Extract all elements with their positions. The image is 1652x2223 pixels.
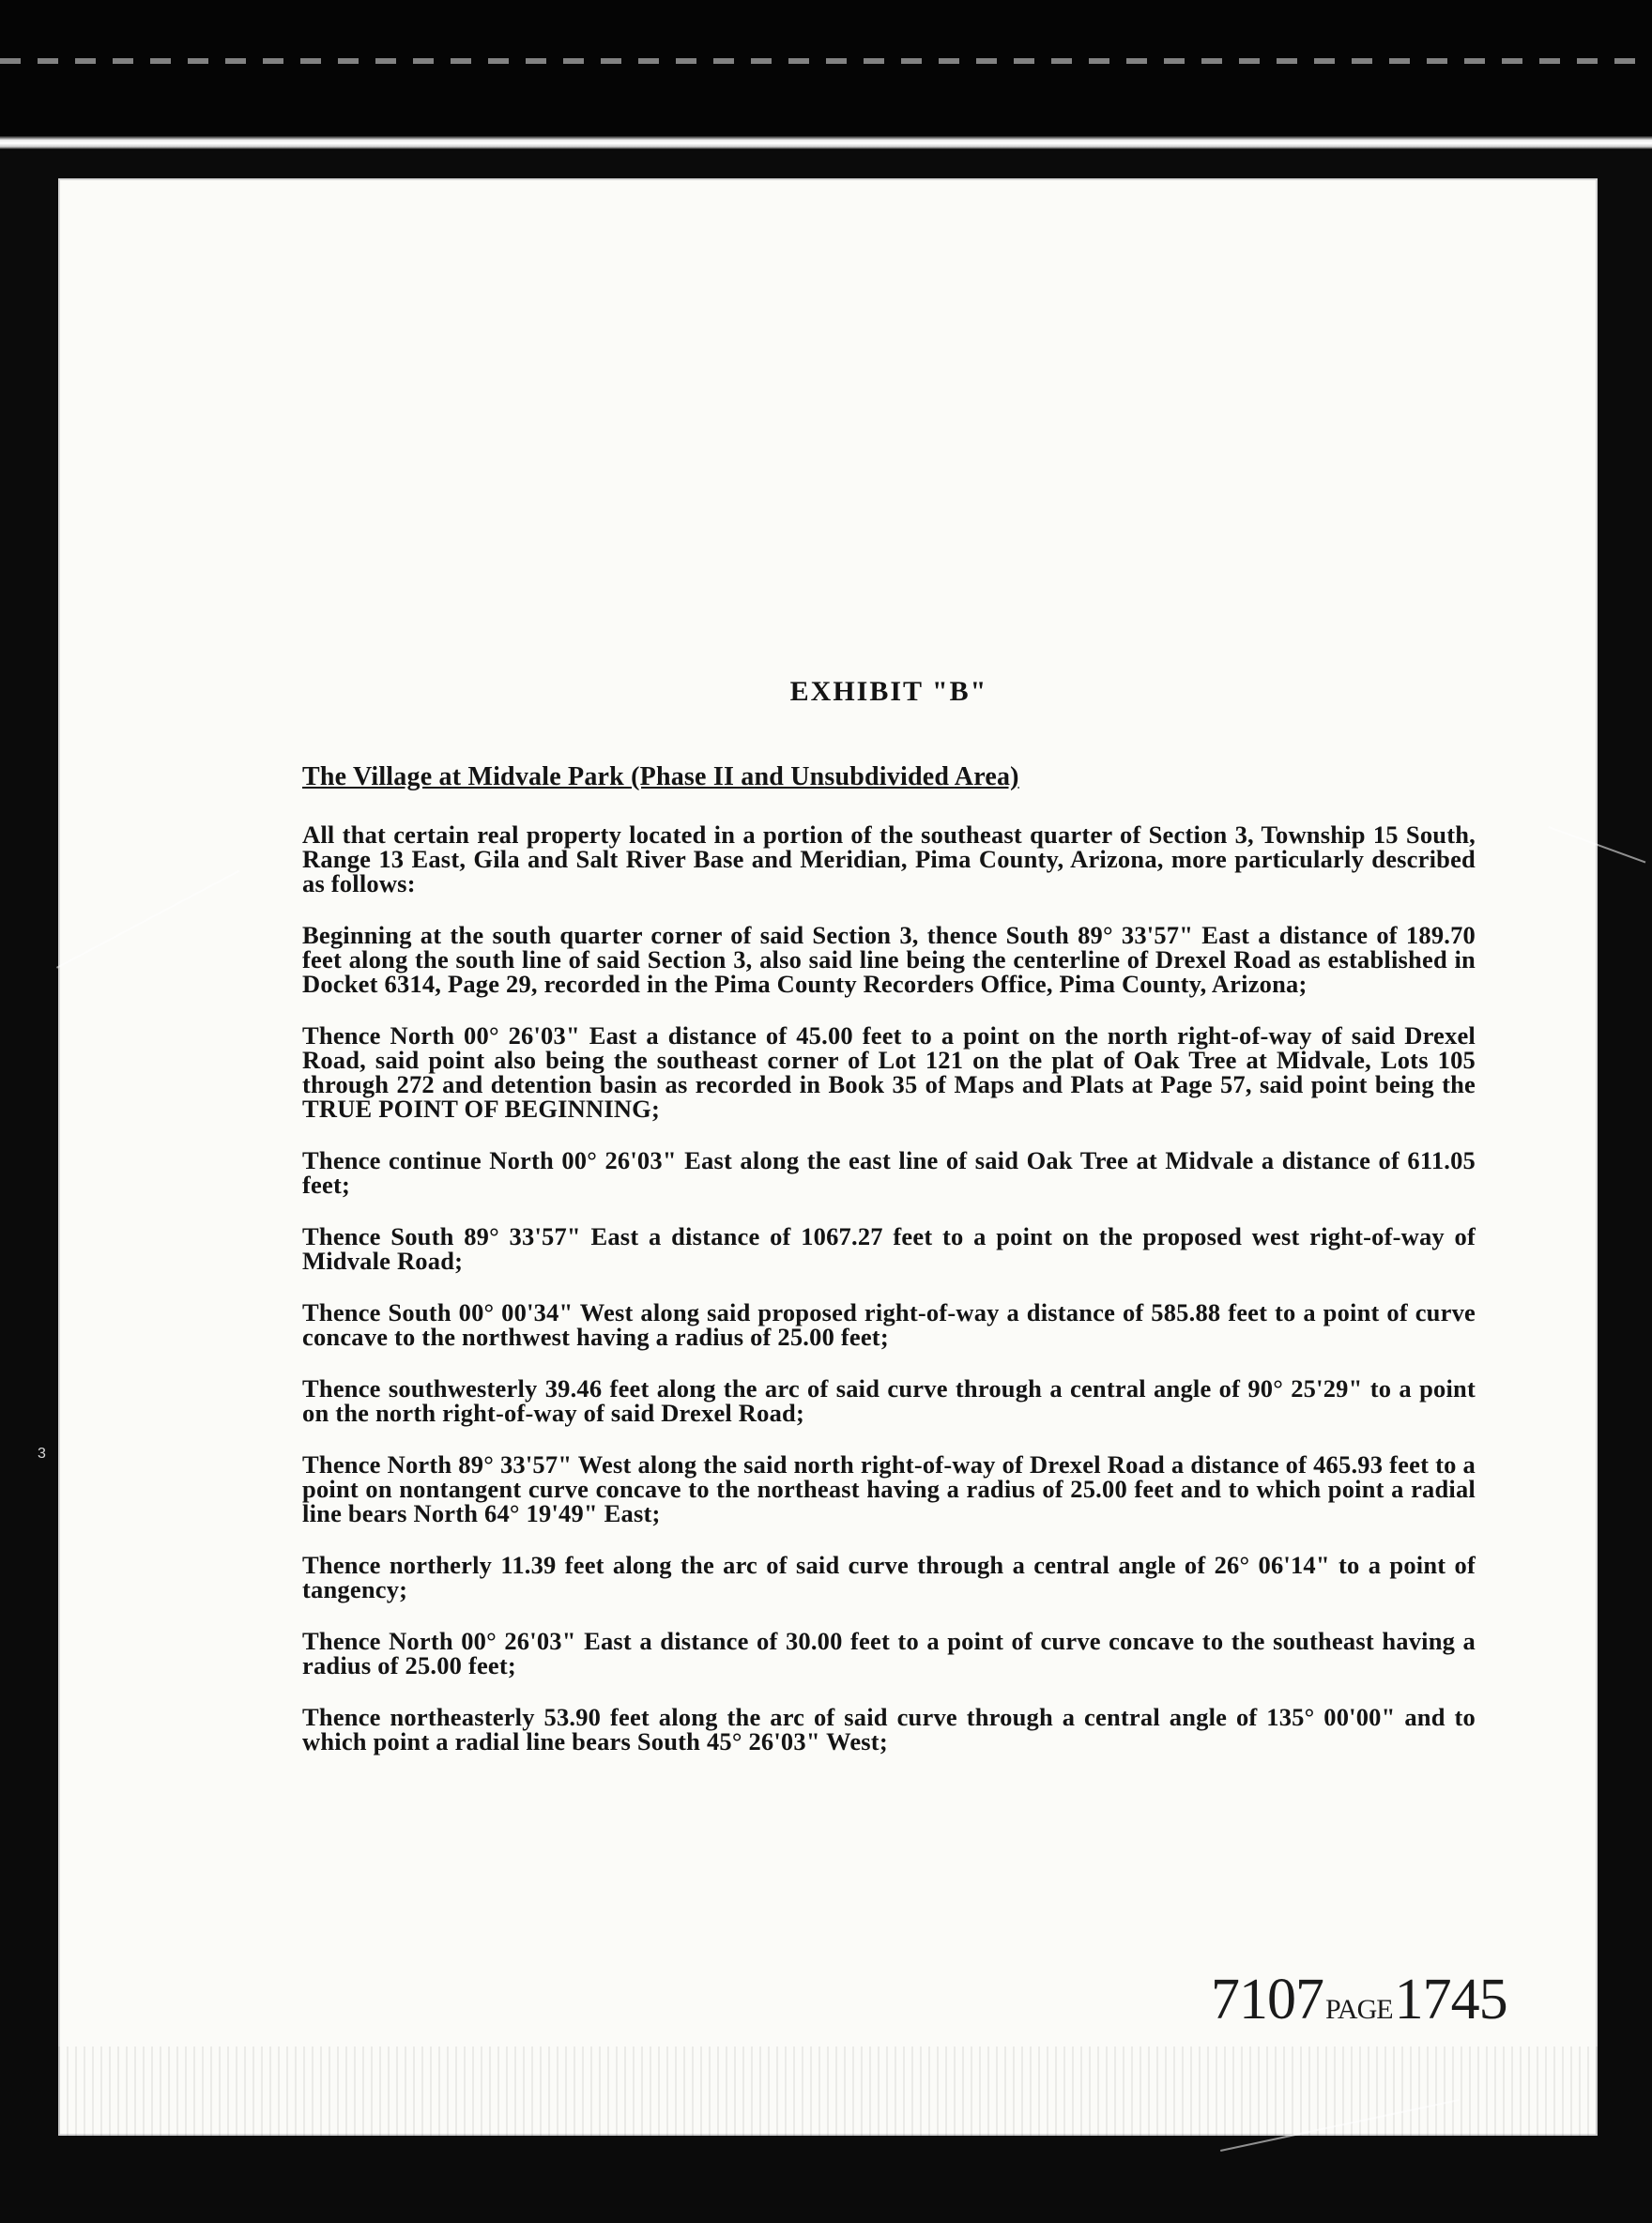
- paragraph-course: Thence North 00° 26'03" East a distance of 30.00 feet to a point of curve concave to the southeast having a radius of 25.00 feet;: [302, 1627, 1476, 1679]
- scan-noise: [58, 2047, 1598, 2136]
- paragraph-course: Thence northerly 11.39 feet along the arc of said curve through a central angle of 26° 06'14" to a point of tangency;: [302, 1551, 1476, 1603]
- page-number: 1745: [1394, 1968, 1507, 2031]
- exhibit-title: EXHIBIT "B": [789, 676, 988, 707]
- paragraph-intro: All that certain real property located in a portion of the southeast quarter of Section 3, Township 15 South, Range 13 East, Gila and Salt River Base and Meridian, Pima County, Arizona, more particularly described as follows:: [302, 820, 1476, 897]
- recording-reference: [1211, 1967, 1507, 2033]
- paragraph-course: Thence North 89° 33'57" West along the said north right-of-way of Drexel Road a distance of 465.93 feet to a point on nontangent curve concave to the northeast having a radius of 25.00 feet and to which point a radial line bears North 64° 19'49" East;: [302, 1450, 1476, 1527]
- margin-mark: 3: [38, 1446, 46, 1462]
- paragraph-course: Thence South 00° 00'34" West along said proposed right-of-way a distance of 585.88 feet to a point of curve concave to the northwest having a radius of 25.00 feet;: [302, 1298, 1476, 1351]
- section-heading: The Village at Midvale Park (Phase II and Unsubdivided Area): [302, 762, 1019, 791]
- paragraph-course: Thence South 89° 33'57" East a distance of 1067.27 feet to a point on the proposed west right-of-way of Midvale Road;: [302, 1222, 1476, 1275]
- legal-description: [302, 822, 1476, 1781]
- paragraph-beginning: Beginning at the south quarter corner of said Section 3, thence South 89° 33'57" East a distance of 189.70 feet along the south line of said Section 3, also said line being the centerline of Drexel Road as established in Docket 6314, Page 29, recorded in the Pima County Recorders Office, Pima County, Arizona;: [302, 921, 1476, 998]
- scan-top-band: [0, 0, 1652, 150]
- page-label: PAGE: [1325, 1994, 1393, 2025]
- docket-number: 7107: [1211, 1968, 1323, 2031]
- paragraph-course: Thence northeasterly 53.90 feet along the arc of said curve through a central angle of 135° 00'00" and to which point a radial line bears South 45° 26'03" West;: [302, 1703, 1476, 1755]
- paragraph-course: Thence continue North 00° 26'03" East along the east line of said Oak Tree at Midvale a distance of 611.05 feet;: [302, 1146, 1476, 1199]
- scan-artifact-dashes: [0, 58, 1652, 64]
- paragraph-true-point: Thence North 00° 26'03" East a distance of 45.00 feet to a point on the north right-of-way of said Drexel Road, said point also being the southeast corner of Lot 121 on the plat of Oak Tree at Midvale, Lots 105 through 272 and detention basin as recorded in Book 35 of Maps and Plats at Page 57, said point being the TRUE POINT OF BEGINNING;: [302, 1021, 1476, 1123]
- paragraph-course: Thence southwesterly 39.46 feet along the arc of said curve through a central angle of 90° 25'29" to a point on the north right-of-way of said Drexel Road;: [302, 1374, 1476, 1427]
- scan-top-rule: [0, 136, 1652, 149]
